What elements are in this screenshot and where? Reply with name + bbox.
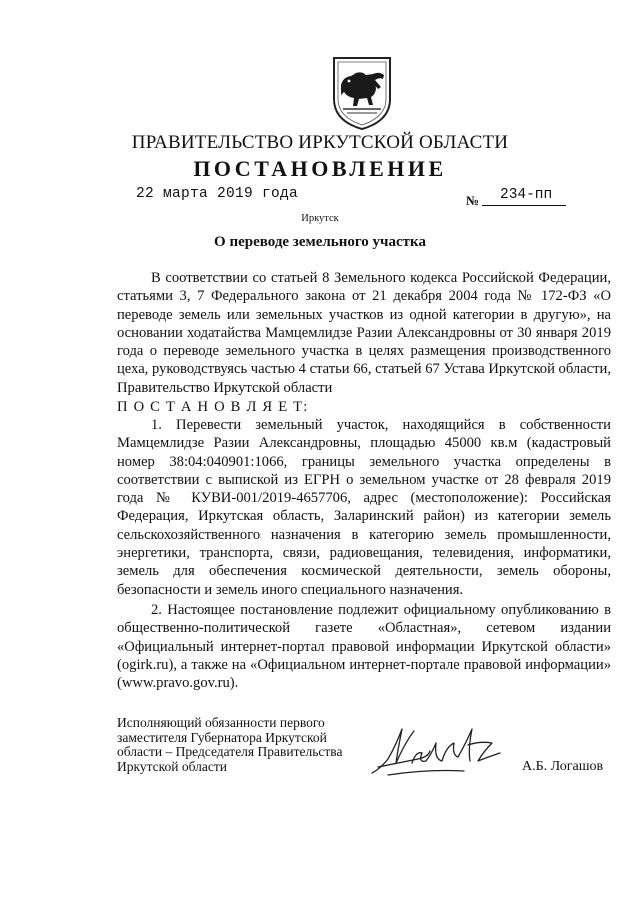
signatory-name: А.Б. Логашов	[522, 759, 604, 774]
signatory-position-line: заместителя Губернатора Иркутской	[117, 729, 327, 745]
coat-of-arms-icon	[329, 55, 395, 131]
handwritten-signature	[368, 723, 508, 783]
document-type: ПОСТАНОВЛЕНИЕ	[193, 156, 447, 181]
document-number: 234-пп	[500, 187, 553, 203]
document-date: 22 марта 2019 года	[136, 186, 299, 202]
signatory-position-line: области – Председателя Правительства	[117, 744, 343, 760]
signatory-position	[117, 716, 342, 774]
preamble-paragraph: В соответствии со статьей 8 Земельного кодекса Российской Федерации, статьями 3, 7 Федерального закона от 21 декабря 2004 года № 172-ФЗ «О переводе земель или земельных участков из одной категории в другую», на основании ходатайства Мамцемлидзе Разии Александровны от 30 января 2019 года о переводе земельного участка в целях размещения производственного цеха, руководствуясь частью 4 статьи 66, статьей 67 Устава Иркутской области, Правительство Иркутской области	[117, 270, 611, 396]
signatory-position-line: Исполняющий обязанности первого	[117, 715, 325, 730]
signatory-position-line: Иркутской области	[117, 758, 228, 774]
decree-word: П О С Т А Н О В Л Я Е Т:	[117, 399, 309, 415]
city: Иркутск	[301, 213, 339, 224]
number-sign: №	[466, 193, 480, 208]
document-title: О переводе земельного участка	[214, 234, 426, 250]
clause-1: 1. Перевести земельный участок, находящийся в собственности Мамцемлидзе Разии Александровны, площадью 45000 кв.м (кадастровый номер 38:04:040901:1066, границы земельного участка определены в соответствии с выпиской из ЕГРН о земельном участке от 28 февраля 2019 года № КУВИ-001/2019-4657706, адрес (местоположение): Российская Федерация, Иркутская область, Заларинский район) из категории земель сельскохозяйственного назначения в категорию земель промышленности, энергетики, транспорта, связи, радиовещания, телевидения, информатики, земель для обеспечения космической деятельности, земель обороны, безопасности и земель иного специального назначения.	[117, 417, 611, 598]
clause-2: 2. Настоящее постановление подлежит официальному опубликованию в общественно-политической газете «Областная», сетевом издании «Официальный интернет-портал правовой информации Иркутской области» (ogirk.ru), а также на «Официальном интернет-портале правовой информации» (www.pravo.gov.ru).	[117, 602, 611, 692]
government-name: ПРАВИТЕЛЬСТВО ИРКУТСКОЙ ОБЛАСТИ	[131, 132, 509, 153]
number-underline	[482, 205, 566, 206]
